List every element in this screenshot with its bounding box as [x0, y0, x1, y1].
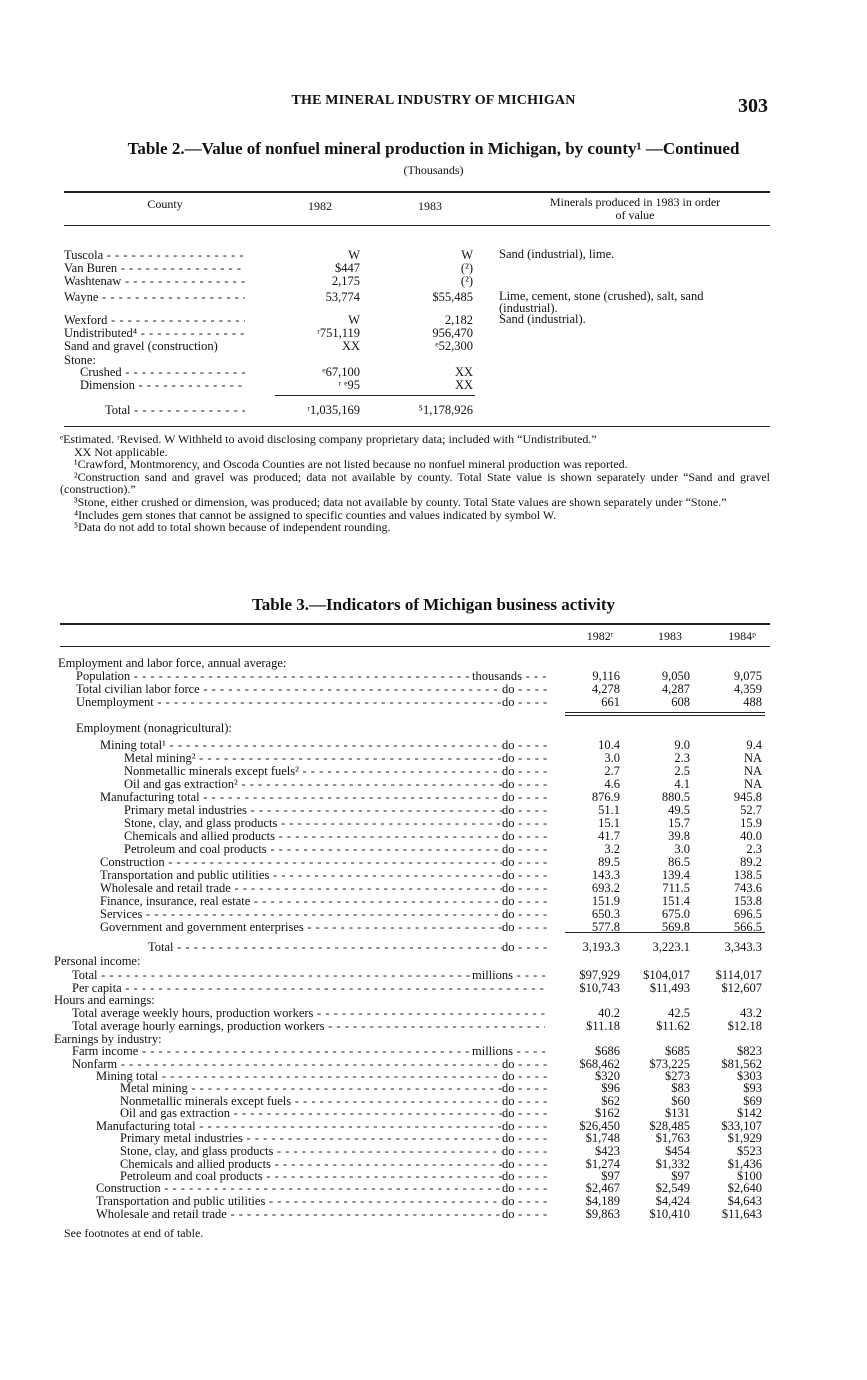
value-1982: $10,743	[579, 981, 620, 995]
value-1983: 675.0	[661, 907, 690, 921]
table3-row	[0, 1044, 867, 1058]
value-1983: $104,017	[643, 968, 690, 982]
indicator-unit: do - - -	[502, 790, 550, 804]
county-name: Wayne - - -	[64, 290, 245, 304]
value-1982: $447	[335, 261, 360, 275]
indicator-label: Nonfarm - - -	[72, 1057, 502, 1071]
indicator-unit: do - - -	[502, 1144, 550, 1158]
indicator-label: Total average weekly hours, production workers - - -	[72, 1006, 545, 1020]
indicator-label: Hours and earnings:	[54, 993, 155, 1007]
table3-row	[0, 855, 867, 869]
value-1984: 40.0	[740, 829, 762, 843]
table3-subtotal-rule	[565, 715, 765, 716]
indicator-unit: do - - -	[502, 881, 550, 895]
value-1982: 4.6	[604, 777, 620, 791]
table2-row	[0, 378, 867, 392]
value-1982: $423	[595, 1144, 620, 1158]
value-1982: 151.9	[591, 894, 620, 908]
table2-title: Table 2.—Value of nonfuel mineral production in Michigan, by county¹ —Continued	[127, 139, 740, 158]
value-1983: $11.62	[656, 1019, 690, 1033]
indicator-label: Metal mining - - -	[120, 1081, 502, 1095]
value-1982: 693.2	[591, 881, 620, 895]
county-name: Washtenaw - - -	[64, 274, 245, 288]
value-1983: (²)	[460, 261, 473, 275]
table3-row	[0, 738, 867, 752]
indicator-label: Manufacturing total - - -	[100, 790, 502, 804]
value-1983: 711.5	[662, 881, 690, 895]
table2-row	[0, 326, 867, 340]
indicator-unit: do - - -	[502, 940, 550, 954]
value-1982: $96	[601, 1081, 620, 1095]
indicator-label: Government and government enterprises - - -	[100, 920, 502, 934]
table2-row	[0, 261, 867, 275]
table2-total-rule	[275, 395, 475, 396]
value-1982: 15.1	[598, 816, 620, 830]
value-1982: $9,863	[585, 1207, 620, 1221]
value-1983: 880.5	[661, 790, 690, 804]
indicator-unit: do - - -	[502, 1207, 550, 1221]
indicator-unit: do - - -	[502, 868, 550, 882]
value-1983: 9,050	[661, 669, 690, 683]
indicator-unit: do - - -	[502, 816, 550, 830]
indicator-unit: do - - -	[502, 1094, 550, 1108]
value-1984: $303	[737, 1069, 762, 1083]
value-1983: 49.5	[668, 803, 690, 817]
table3-row	[0, 894, 867, 908]
value-1982: XX	[341, 339, 360, 353]
value-1983: W	[461, 248, 473, 262]
value-1982: 89.5	[598, 855, 620, 869]
indicator-label: Transportation and public utilities - - -	[100, 868, 502, 882]
value-1982: 661	[601, 695, 620, 709]
value-1984: $823	[737, 1044, 762, 1058]
value-1982: W	[348, 248, 360, 262]
value-1982: ᵉ67,100	[322, 365, 360, 379]
indicator-unit: do - - -	[502, 855, 550, 869]
indicator-label: Mining total - - -	[96, 1069, 502, 1083]
value-1983: 2.3	[674, 751, 690, 765]
indicator-unit: do - - -	[502, 894, 550, 908]
value-1982: 9,116	[592, 669, 620, 683]
table3-title: Table 3.—Indicators of Michigan business activity	[251, 595, 616, 614]
table3-row	[0, 682, 867, 696]
value-1984: $523	[737, 1144, 762, 1158]
indicator-label: Transportation and public utilities - - -	[96, 1194, 502, 1208]
value-1983: 569.8	[661, 920, 690, 934]
table3-row	[0, 695, 867, 709]
value-1982: $320	[595, 1069, 620, 1083]
table3-row	[0, 940, 867, 954]
indicator-unit: do - - -	[502, 1057, 550, 1071]
value-1984: $81,562	[721, 1057, 762, 1071]
table3-row	[0, 954, 867, 968]
indicator-unit: do - - -	[502, 1181, 550, 1195]
table3-row	[0, 1131, 867, 1145]
indicator-label: Metal mining² - - -	[124, 751, 502, 765]
value-1982: $1,748	[585, 1131, 620, 1145]
value-1984: $93	[743, 1081, 762, 1095]
indicator-label: Total civilian labor force - - -	[76, 682, 502, 696]
value-1983: 3,223.1	[652, 940, 690, 954]
minerals-produced: Lime, cement, stone (crushed), salt, sand (industrial).	[499, 289, 704, 315]
minerals-produced: Sand (industrial), lime.	[499, 247, 615, 261]
value-1982: W	[348, 313, 360, 327]
indicator-unit: do - - -	[502, 920, 550, 934]
value-1984: $114,017	[715, 968, 762, 982]
table2-col-1983: 1983	[418, 199, 442, 213]
indicator-label: Per capita - - -	[72, 981, 545, 995]
value-1983: ᵉ52,300	[435, 339, 473, 353]
value-1982: 10.4	[598, 738, 620, 752]
table2-col-minerals: Minerals produced in 1983 in order of value	[549, 195, 721, 222]
indicator-unit: do - - -	[502, 1194, 550, 1208]
indicator-label: Nonmetallic minerals except fuels² - - -	[124, 764, 502, 778]
indicator-unit: do - - -	[502, 1069, 550, 1083]
value-1984: $1,929	[727, 1131, 762, 1145]
value-1983: 151.4	[661, 894, 690, 908]
table3-row	[0, 881, 867, 895]
table2-header-rule	[64, 225, 770, 226]
value-1983: $1,332	[655, 1157, 690, 1171]
table2-bottom-rule	[64, 426, 770, 427]
table3-row	[0, 790, 867, 804]
value-1983: $83	[671, 1081, 690, 1095]
value-1984: 43.2	[740, 1006, 762, 1020]
value-1983: $55,485	[432, 290, 473, 304]
value-1983: $10,410	[649, 1207, 690, 1221]
value-1982: $97,929	[579, 968, 620, 982]
table3-row	[0, 1106, 867, 1120]
value-1983: $131	[665, 1106, 690, 1120]
table3-row	[0, 777, 867, 791]
value-1982: $1,274	[585, 1157, 620, 1171]
table2-col-county: County	[147, 197, 183, 211]
value-1982: $4,189	[585, 1194, 620, 1208]
indicator-label: Wholesale and retail trade - - -	[96, 1207, 502, 1221]
value-1984: $12.18	[727, 1019, 762, 1033]
indicator-unit: do - - -	[502, 1157, 550, 1171]
table3-top-rule	[60, 623, 770, 625]
indicator-unit: do - - -	[502, 1106, 550, 1120]
value-1983: 86.5	[668, 855, 690, 869]
value-1982: $686	[595, 1044, 620, 1058]
total-1983: ⁵1,178,926	[418, 403, 473, 417]
value-1983: XX	[454, 365, 473, 379]
county-name: Dimension - - -	[80, 378, 245, 392]
indicator-label: Manufacturing total - - -	[96, 1119, 502, 1133]
footnote: ᵉEstimated. ʳRevised. W Withheld to avoid disclosing company proprietary data; included with “Undistributed.”	[60, 432, 597, 446]
value-1983: 42.5	[668, 1006, 690, 1020]
table3-row	[0, 751, 867, 765]
table2-row	[0, 274, 867, 288]
value-1982: 4,278	[591, 682, 620, 696]
indicator-label: Employment and labor force, annual average:	[58, 656, 287, 670]
county-name: Van Buren - - -	[64, 261, 245, 275]
county-name: Tuscola - - -	[64, 248, 245, 262]
value-1983: 2,182	[444, 313, 473, 327]
value-1984: 9,075	[733, 669, 762, 683]
indicator-unit: do - - -	[502, 907, 550, 921]
value-1984: 15.9	[740, 816, 762, 830]
table3-col-1983: 1983	[658, 629, 682, 643]
table3-row	[0, 803, 867, 817]
value-1982: 3,193.3	[582, 940, 620, 954]
value-1983: XX	[454, 378, 473, 392]
indicator-label: Employment (nonagricultural):	[76, 721, 232, 735]
value-1984: 89.2	[740, 855, 762, 869]
indicator-unit: millions - - -	[472, 1044, 550, 1058]
table3-row	[0, 656, 867, 670]
value-1982: 53,774	[325, 290, 360, 304]
indicator-label: Unemployment - - -	[76, 695, 502, 709]
indicator-label: Construction - - -	[100, 855, 502, 869]
table3-row	[0, 1019, 867, 1033]
indicator-unit: do - - -	[502, 777, 550, 791]
table3-row	[0, 1006, 867, 1020]
value-1982: 3.2	[604, 842, 620, 856]
value-1984: 153.8	[733, 894, 762, 908]
indicator-unit: do - - -	[502, 1081, 550, 1095]
county-name: Undistributed⁴ - - -	[64, 326, 245, 340]
value-1984: NA	[743, 764, 762, 778]
indicator-label: Total average hourly earnings, production workers - - -	[72, 1019, 545, 1033]
value-1983: $273	[665, 1069, 690, 1083]
county-name: Crushed - - -	[80, 365, 245, 379]
value-1983: $28,485	[649, 1119, 690, 1133]
indicator-label: Petroleum and coal products - - -	[124, 842, 502, 856]
value-1983: 39.8	[668, 829, 690, 843]
indicator-unit: do - - -	[502, 1131, 550, 1145]
table3-row	[0, 842, 867, 856]
table2-total-row	[0, 403, 867, 417]
table3-row	[0, 1181, 867, 1195]
value-1982: ʳ751,119	[317, 326, 360, 340]
table3-row	[0, 816, 867, 830]
value-1983: 3.0	[674, 842, 690, 856]
value-1982: 577.8	[591, 920, 620, 934]
value-1983: $60	[671, 1094, 690, 1108]
indicator-label: Oil and gas extraction² - - -	[124, 777, 502, 791]
table3-header-rule	[60, 646, 770, 647]
indicator-label: Stone, clay, and glass products - - -	[124, 816, 502, 830]
value-1982: $162	[595, 1106, 620, 1120]
table2-row	[0, 289, 867, 315]
table3-subtotal-rule	[565, 712, 765, 713]
value-1982: 650.3	[591, 907, 620, 921]
table3-row	[0, 907, 867, 921]
indicator-unit: thousands - - -	[472, 669, 550, 683]
value-1984: 743.6	[733, 881, 762, 895]
value-1982: 2.7	[604, 764, 620, 778]
table3-row	[0, 920, 867, 934]
indicator-label: Wholesale and retail trade - - -	[100, 881, 502, 895]
value-1983: $4,424	[655, 1194, 690, 1208]
value-1983: 4,287	[661, 682, 690, 696]
footnote: ¹Crawford, Montmorency, and Oscoda Counties are not listed because no nonfuel mineral production was reported.	[74, 457, 628, 472]
table3-row	[0, 993, 867, 1007]
value-1983: 956,470	[432, 326, 473, 340]
value-1983: 608	[671, 695, 690, 709]
footnote: ⁴Includes gem stones that cannot be assigned to specific counties and values indicated by symbol W.	[74, 507, 557, 522]
footnote: ²Construction sand and gravel was produced; data not available by county. Total State value is shown separately under “Sand and gravel (construction).”	[60, 469, 770, 497]
table2-row	[0, 339, 867, 353]
value-1984: $2,640	[727, 1181, 762, 1195]
indicator-label: Services - - -	[100, 907, 502, 921]
table2-subtitle: (Thousands)	[403, 163, 464, 177]
indicator-unit: do - - -	[502, 829, 550, 843]
value-1982: $68,462	[579, 1057, 620, 1071]
value-1984: NA	[743, 751, 762, 765]
value-1983: $1,763	[655, 1131, 690, 1145]
value-1982: $26,450	[579, 1119, 620, 1133]
table3-row	[0, 669, 867, 683]
table3-col-1982: 1982ʳ	[586, 629, 614, 643]
value-1983: (²)	[460, 274, 473, 288]
running-title: THE MINERAL INDUSTRY OF MICHIGAN	[291, 93, 576, 108]
indicator-label: Petroleum and coal products - - -	[120, 1169, 502, 1183]
value-1983: 139.4	[661, 868, 690, 882]
indicator-unit: do - - -	[502, 738, 550, 752]
indicator-label: Total - - -	[72, 968, 472, 982]
value-1982: 876.9	[591, 790, 620, 804]
value-1984: 9.4	[746, 738, 762, 752]
indicator-label: Mining total¹ - - -	[100, 738, 502, 752]
value-1984: 566.5	[733, 920, 762, 934]
value-1984: $1,436	[727, 1157, 762, 1171]
table3-row	[0, 868, 867, 882]
footnote: ³Stone, either crushed or dimension, was produced; data not available by county. Total State values are shown separately under “Stone.”	[74, 494, 727, 509]
value-1982: $62	[601, 1094, 620, 1108]
indicator-label: Nonmetallic minerals except fuels - - -	[120, 1094, 502, 1108]
value-1983: $685	[665, 1044, 690, 1058]
value-1982: ʳ ᵉ95	[338, 378, 360, 392]
value-1982: $2,467	[585, 1181, 620, 1195]
indicator-label: Population - - -	[76, 669, 472, 683]
value-1984: 2.3	[746, 842, 762, 856]
footnote: XX Not applicable.	[74, 444, 168, 459]
table2-row	[0, 365, 867, 379]
value-1982: 40.2	[598, 1006, 620, 1020]
value-1982: $11.18	[586, 1019, 620, 1033]
value-1983: 2.5	[674, 764, 690, 778]
table2-row	[0, 313, 867, 327]
value-1982: 41.7	[598, 829, 620, 843]
value-1982: $97	[601, 1169, 620, 1183]
indicator-label: Construction - - -	[96, 1181, 502, 1195]
footer-note: See footnotes at end of table.	[64, 1226, 204, 1240]
value-1984: 696.5	[733, 907, 762, 921]
value-1984: $142	[737, 1106, 762, 1120]
table2-top-rule	[64, 191, 770, 193]
value-1982: 3.0	[604, 751, 620, 765]
value-1984: $69	[743, 1094, 762, 1108]
table3-row	[0, 721, 867, 735]
value-1984: $12,607	[721, 981, 762, 995]
table3-col-1984: 1984ᵖ	[728, 629, 756, 643]
indicator-label: Personal income:	[54, 954, 141, 968]
value-1983: $454	[665, 1144, 690, 1158]
table3-row	[0, 968, 867, 982]
county-name: Wexford - - -	[64, 313, 245, 327]
value-1984: 4,359	[733, 682, 762, 696]
indicator-unit: do - - -	[502, 842, 550, 856]
minerals-produced: Sand (industrial).	[499, 312, 586, 326]
indicator-label: Farm income - - -	[72, 1044, 472, 1058]
table3-row	[0, 1081, 867, 1095]
value-1984: 52.7	[740, 803, 762, 817]
value-1983: 15.7	[668, 816, 690, 830]
value-1983: $73,225	[649, 1057, 690, 1071]
page-number: 303	[738, 95, 768, 117]
indicator-label: Earnings by industry:	[54, 1032, 162, 1046]
value-1983: $11,493	[649, 981, 690, 995]
indicator-label: Primary metal industries - - -	[120, 1131, 502, 1145]
indicator-unit: do - - -	[502, 682, 550, 696]
value-1984: NA	[743, 777, 762, 791]
table3-row	[0, 1194, 867, 1208]
value-1984: 945.8	[733, 790, 762, 804]
indicator-unit: do - - -	[502, 751, 550, 765]
value-1983: 4.1	[674, 777, 690, 791]
table2-row	[0, 248, 867, 262]
indicator-unit: do - - -	[502, 764, 550, 778]
value-1983: 9.0	[674, 738, 690, 752]
value-1982: 143.3	[591, 868, 620, 882]
indicator-label: Stone, clay, and glass products - - -	[120, 1144, 502, 1158]
indicator-label: Total - - -	[148, 940, 502, 954]
table3-row	[0, 1144, 867, 1158]
value-1984: $4,643	[727, 1194, 762, 1208]
indicator-label: Primary metal industries - - -	[124, 803, 502, 817]
value-1983: $2,549	[655, 1181, 690, 1195]
county-name: Stone:	[64, 353, 96, 367]
value-1983: $97	[671, 1169, 690, 1183]
indicator-label: Chemicals and allied products - - -	[120, 1157, 502, 1171]
indicator-unit: do - - -	[502, 1169, 550, 1183]
value-1982: 2,175	[331, 274, 360, 288]
value-1984: $100	[737, 1169, 762, 1183]
indicator-label: Finance, insurance, real estate - - -	[100, 894, 502, 908]
indicator-unit: do - - -	[502, 695, 550, 709]
indicator-unit: do - - -	[502, 1119, 550, 1133]
table2-footnotes	[60, 433, 770, 534]
indicator-label: Oil and gas extraction - - -	[120, 1106, 502, 1120]
value-1984: 3,343.3	[724, 940, 762, 954]
value-1982: 51.1	[598, 803, 620, 817]
value-1984: 138.5	[733, 868, 762, 882]
table2-col-1982: 1982	[308, 199, 332, 213]
indicator-label: Chemicals and allied products - - -	[124, 829, 502, 843]
total-label: Total - - -	[105, 403, 245, 417]
table3-row	[0, 829, 867, 843]
value-1984: $33,107	[721, 1119, 762, 1133]
table3-row	[0, 764, 867, 778]
county-name: Sand and gravel (construction)	[64, 339, 218, 353]
table3-row	[0, 1207, 867, 1221]
value-1984: $11,643	[721, 1207, 762, 1221]
value-1984: 488	[743, 695, 762, 709]
total-1982: ʳ1,035,169	[307, 403, 360, 417]
footnote: ⁵Data do not add to total shown because of independent rounding.	[74, 520, 391, 535]
indicator-unit: millions - - -	[472, 968, 550, 982]
indicator-unit: do - - -	[502, 803, 550, 817]
